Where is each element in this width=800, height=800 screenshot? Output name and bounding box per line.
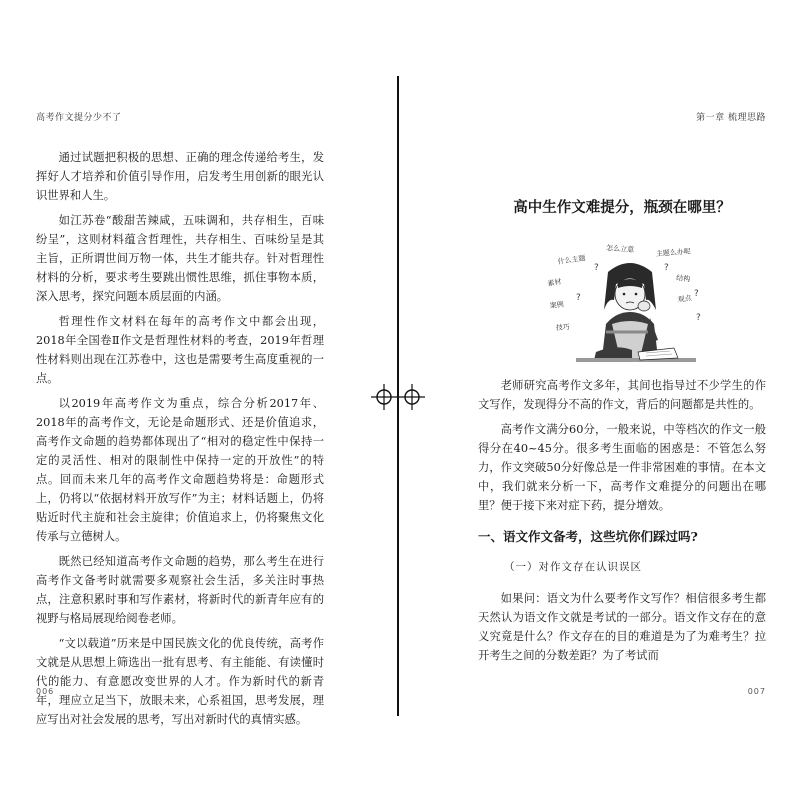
registration-mark-left-icon — [371, 384, 397, 410]
left-paragraph-3: 哲理性作文材料在每年的高考作文中都会出现，2018年全国卷Ⅱ作文是哲理性材料的考查，2019年哲理性材料则出现在江苏卷中，这也是需要考生高度重视的一点。 — [36, 315, 324, 385]
left-paragraph-4: 以2019年高考作文为重点，综合分析2017年、2018年的高考作文，无论是命题形式、还是价值追求，高考作文命题的趋势都体现出了“相对的稳定性中保持一定的灵活性、相对的限制性中保持一定的开放性”的特点。回而未来几年的高考作文命题趋势将是：命题形式上，仍将以“依据材料开放写作”为主；材料话题上，仍将贴近时代主旋和社会主旋律；价值追求上，仍将聚焦文化传承与立德树人。 — [36, 397, 324, 543]
bubble-text-2: 怎么立意 — [605, 244, 635, 254]
bubble-text-3: 主题么办呢 — [655, 247, 692, 258]
svg-text:?: ? — [696, 313, 701, 323]
right-paragraph-2: 高考作文满分60分，一般来说，中等档次的作文一般得分在40~45分。很多考生面临的困惑是：不管怎么努力，作文突破50分好像总是一件非常困难的事情。在本文中，我们就来分析一下，高考作文难提分的问题出在哪里？便于接下来对症下药，提分增效。 — [478, 423, 766, 512]
left-page-number: 006 — [36, 687, 55, 696]
right-running-head: 第一章 梳理思路 — [696, 113, 766, 123]
article-title: 高中生作文难提分，瓶颈在哪里？ — [513, 199, 731, 216]
bubble-text-6: 案例 — [549, 300, 565, 310]
bubble-text-5: 结构 — [675, 274, 691, 284]
left-running-head: 高考作文提分少不了 — [36, 113, 122, 123]
right-body-text — [478, 376, 766, 665]
thinking-student-illustration — [546, 240, 714, 372]
bubble-text-4: 素材 — [546, 277, 563, 288]
bubble-text-8: 技巧 — [555, 323, 571, 332]
svg-text:?: ? — [664, 263, 669, 273]
svg-text:?: ? — [576, 293, 581, 303]
subsection-heading: （一）对作文存在认识误区 — [504, 561, 642, 573]
bubble-text-7: 观点 — [677, 294, 693, 304]
left-paragraph-2: 如江苏卷“酸甜苦辣咸，五味调和，共存相生，百味纷呈”，这则材料蕴含哲理性，共存相生、百味纷呈是其主旨，正所谓世间万物一体，共生才能共存。针对哲理性材料的分析，要求考生要跳出惯性思维，抓住事物本质，深入思考，探究问题本质层面的内涵。 — [36, 214, 324, 303]
left-paragraph-5: 既然已经知道高考作文命题的趋势，那么考生在进行高考作文备考时就需要多观察社会生活，多关注时事热点，注意积累时事和写作素材，将新时代的新青年应有的视野与格局展现给阅卷老师。 — [36, 555, 324, 625]
right-paragraph-3: 如果问：语文为什么要考作文写作？相信很多考生都天然认为语文作文就是考试的一部分。语文作文存在的意义究竟是什么？作文存在的目的难道是为了为难考生？拉开考生之间的分数差距？为了考试而 — [478, 592, 766, 662]
section-heading: 一、语文作文备考，这些坑你们踩过吗? — [478, 529, 698, 544]
svg-text:?: ? — [594, 263, 599, 273]
bubble-text-1: 什么主题 — [557, 254, 587, 266]
left-paragraph-6: “文以载道”历来是中国民族文化的优良传统，高考作文就是从思想上筛选出一批有思考、有主能能、有读懂时代的能力、有意愿改变世界的人才。作为新时代的新青年，理应立足当下，放眼未来，心系祖国，思考发展，理应写出对社会发展的思考，写出对新时代的真情实感。 — [36, 637, 324, 726]
right-paragraph-1: 老师研究高考作文多年，其间也指导过不少学生的作文写作，发现得分不高的作文，背后的问题都是共性的。 — [478, 379, 766, 411]
right-page-number: 007 — [747, 687, 766, 696]
left-body-text — [36, 148, 324, 735]
svg-text:?: ? — [694, 289, 699, 299]
left-page — [0, 0, 397, 800]
left-paragraph-1: 通过试题把积极的思想、正确的理念传递给考生，发挥好人才培养和价值引导作用，启发考生用创新的眼光认识世界和人生。 — [36, 151, 324, 202]
